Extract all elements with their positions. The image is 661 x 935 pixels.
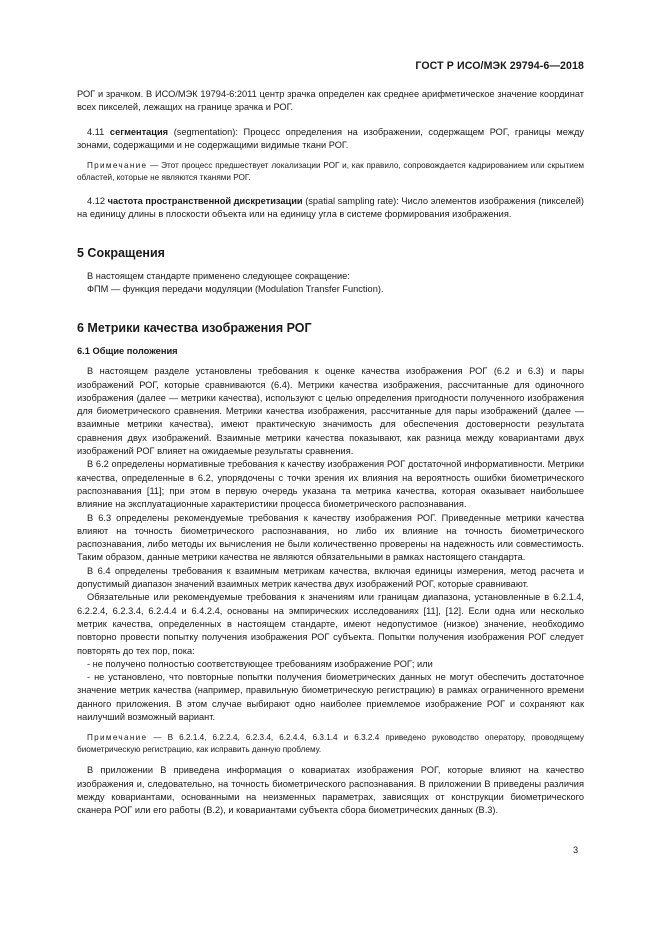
definition-term: частота пространственной дискретизации [107,196,303,207]
paragraph: В приложении В приведена информация о ковариатах изображения РОГ, которые влияют на качество изображения и, следовательно, на точность биометрического распознавания. В приложении В приведены различия между ковариантами, основанными на неизменных параметрах, зависящих от конструкции биометрического сканера РОГ или его работы (В.2), и ковариантами субъекта сбора биометрических данных (В.3). [77,765,584,816]
paragraph: В 6.3 определены рекомендуемые требования к качеству изображения РОГ. Приведенные метрики качества влияют на точность биометрического распознавания, но либо их влияние на точность биометрического распознавания, либо методы их вычисления не были количественно проверены на надежность или совместимость. Таким образом, данные метрики качества не являются обязательными в рамках настоящего стандарта. [77,512,584,563]
definition-number: 4.12 [87,196,108,207]
note-label: Примечание [87,733,148,743]
abbreviations-intro: В настоящем стандарте применено следующее сокращение: [87,271,350,282]
standard-header: ГОСТ Р ИСО/МЭК 29794-6—2018 [415,60,584,72]
paragraph: В настоящем разделе установлены требования к оценке качества изображения РОГ (6.2 и 6.3) и пары изображений РОГ, которые сравниваются (6.4). Метрики качества изображения, рассчитанные для одиночного изображения (далее — метрики качества), используют с целью определения пригодности полученного изображения для биометрического сравнения. Метрики качества изображения, рассчитанные для пары изображений (далее — взаимные метрики качества), имеют практическую значимость для обеспечения достоверности результата сравнения двух изображений. Взаимные метрики качества показывают, как разница между ковариантами двух изображений РОГ влияет на ожидаемые результаты сравнения. [77,366,584,457]
page-number: 3 [573,845,579,855]
section-6-title: 6 Метрики качества изображения РОГ [77,320,312,335]
note-text: — Этот процесс предшествует локализации РОГ и, как правило, сопровождается кадрированием или скрытием областей, которые не являются тканями РОГ. [77,161,584,183]
paragraph: Обязательные или рекомендуемые требования к значениям или границам диапазона, установленные в 6.2.1.4, 6.2.2.4, 6.2.3.4, 6.2.4.4 и 6.4.2.4, основаны на эмпирических исследованиях [11], [12]. Если одна или несколько метрик качества, определенных в настоящем стандарте, имеют недопустимое (низкое) значение, необходимо повторно провести попытку получения изображения РОГ субъекта. Попытки получения изображения РОГ следует повторять до тех пор, пока: [77,592,584,656]
note-label: Примечание [87,161,148,171]
section-5-title: 5 Сокращения [77,245,165,260]
note-text: — В 6.2.1.4, 6.2.2.4, 6.2.3.4, 6.2.4.4, 6.3.1.4 и 6.3.2.4 приведено руководство оператору, проводящему биометрическую регистрацию, как исправить данную проблему. [77,733,584,755]
definition-4-12 [77,195,584,222]
note-segmentation [77,160,584,184]
list-item: - не установлено, что повторные попытки получения биометрических данных не могут обеспечить достаточное значение метрик качества (например, правильную биометрическую регистрацию) в рамках ограниченного времени данного приложения. В этом случае выбирают одно наиболее приемлемое изображение РОГ и сохраняют как наилучший возможный вариант. [77,672,584,722]
page-content [77,88,584,817]
definition-4-11 [77,126,584,153]
paragraph: В 6.2 определены нормативные требования к качеству изображения РОГ достаточной информативности. Метрики качества, определенные в 6.2, упорядочены с точки зрения их влияния на вероятность ошибки биометрического распознавания [11]; при этом в первую очередь указана та метрика качества, которая оказывает наибольшее влияние на эксплуатационные характеристики процесса биометрического распознавания. [77,459,584,510]
intro-continuation: РОГ и зрачком. В ИСО/МЭК 19794-6:2011 центр зрачка определен как среднее арифметическое значение координат всех пикселей, лежащих на границе зрачка и РОГ. [77,89,584,113]
definition-text: (segmentation): Процесс определения на изображении, содержащем РОГ, границы между зонами, содержащими и не содержащими видимые ткани РОГ. [77,126,584,150]
definition-term: сегментация [109,126,169,137]
note-operator-guidance [77,732,584,756]
definition-text: (spatial sampling rate): Число элементов изображения (пикселей) на единицу длины в плоскости объекта или на единицу угла в системе формирования изображения. [77,196,584,220]
paragraph: В 6.4 определены требования к взаимным метрикам качества, включая единицы измерения, метод расчета и допустимый диапазон значений взаимных метрик качества двух изображений РОГ, которые сравнивают. [77,565,584,590]
abbreviation-mtf: ФПМ — функция передачи модуляции (Modulation Transfer Function). [87,284,384,295]
definition-number: 4.11 [87,126,110,137]
list-item: - не получено полностью соответствующее требованиям изображение РОГ; или [87,658,433,669]
subsection-6-1-title: 6.1 Общие положения [77,345,178,356]
